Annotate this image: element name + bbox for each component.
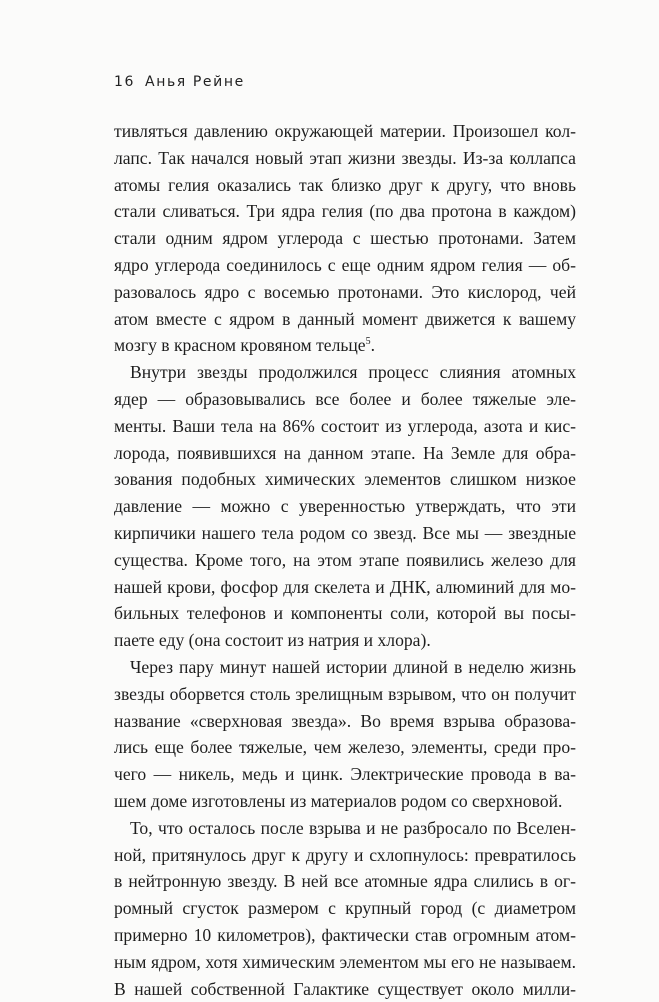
text-line: давление — можно с уверенностью утверждать, что эти bbox=[114, 493, 576, 520]
paragraph bbox=[114, 359, 576, 654]
text-line: ядер — образовывались все более и более тяжелые эле- bbox=[114, 386, 576, 413]
text-line: лорода, появившихся на данном этапе. На Земле для обра- bbox=[114, 440, 576, 467]
page-number: 16 bbox=[114, 74, 135, 90]
text-line: атомы гелия оказались так близко друг к другу, что вновь bbox=[114, 172, 576, 199]
text-line: в нейтронную звезду. В ней все атомные ядра слились в ог- bbox=[114, 868, 576, 895]
text-line: примерно 10 километров), фактически став огромным атом- bbox=[114, 922, 576, 949]
body-text bbox=[114, 118, 576, 1002]
text-line: паете еду (она состоит из натрия и хлора). bbox=[114, 627, 576, 654]
running-header bbox=[114, 74, 245, 90]
text-line: тивляться давлению окружающей материи. Произошел кол- bbox=[114, 118, 576, 145]
paragraph bbox=[114, 654, 576, 815]
text-line: существа. Кроме того, на этом этапе появились железо для bbox=[114, 547, 576, 574]
paragraph bbox=[114, 815, 576, 1002]
text-line: стали сливаться. Три ядра гелия (по два протона в каждом) bbox=[114, 198, 576, 225]
text-line: название «сверхновая звезда». Во время взрыва образова- bbox=[114, 708, 576, 735]
text-line: бильных телефонов и компоненты соли, которой вы посы- bbox=[114, 600, 576, 627]
text-line: атом вместе с ядром в данный момент движется к вашему bbox=[114, 306, 576, 333]
text-line: лапс. Так начался новый этап жизни звезды. Из-за коллапса bbox=[114, 145, 576, 172]
sentence-period: . bbox=[371, 335, 375, 355]
text-line: стали одним ядром углерода с шестью протонами. Затем bbox=[114, 225, 576, 252]
text-line: чего — никель, медь и цинк. Электрические провода в ва- bbox=[114, 761, 576, 788]
text-line: ной, притянулось друг к другу и схлопнулось: превратилось bbox=[114, 842, 576, 869]
text-line: менты. Ваши тела на 86% состоит из углерода, азота и кис- bbox=[114, 413, 576, 440]
paragraph bbox=[114, 118, 576, 359]
running-header-author: Анья Рейне bbox=[145, 74, 245, 90]
text-line: лись еще более тяжелые, чем железо, элементы, среди про- bbox=[114, 734, 576, 761]
text-line: зования подобных химических элементов слишком низкое bbox=[114, 466, 576, 493]
text-line: звезды оборвется столь зрелищным взрывом, что он получит bbox=[114, 681, 576, 708]
footnote-ref[interactable]: 5 bbox=[366, 337, 371, 348]
text-line: мозгу в красном кровяном тельце$^5$. bbox=[114, 332, 576, 359]
text-line: шем доме изготовлены из материалов родом со сверхновой. bbox=[114, 788, 576, 815]
text-line: То, что осталось после взрыва и не разбросало по Вселен- bbox=[114, 815, 576, 842]
text-line: ромный сгусток размером с крупный город (с диаметром bbox=[114, 895, 576, 922]
text-line: Через пару минут нашей истории длиной в неделю жизнь bbox=[114, 654, 576, 681]
text-line: Внутри звезды продолжился процесс слияния атомных bbox=[114, 359, 576, 386]
text-line: кирпичики нашего тела родом со звезд. Все мы — звездные bbox=[114, 520, 576, 547]
text-line: ным ядром, хотя химическим элементом мы его не называем. bbox=[114, 949, 576, 976]
text-line: нашей крови, фосфор для скелета и ДНК, алюминий для мо- bbox=[114, 574, 576, 601]
text-line: разовалось ядро с восемью протонами. Это кислород, чей bbox=[114, 279, 576, 306]
text-line: В нашей собственной Галактике существует около милли- bbox=[114, 976, 576, 1002]
text-line: ядро углерода соединилось с еще одним ядром гелия — об- bbox=[114, 252, 576, 279]
